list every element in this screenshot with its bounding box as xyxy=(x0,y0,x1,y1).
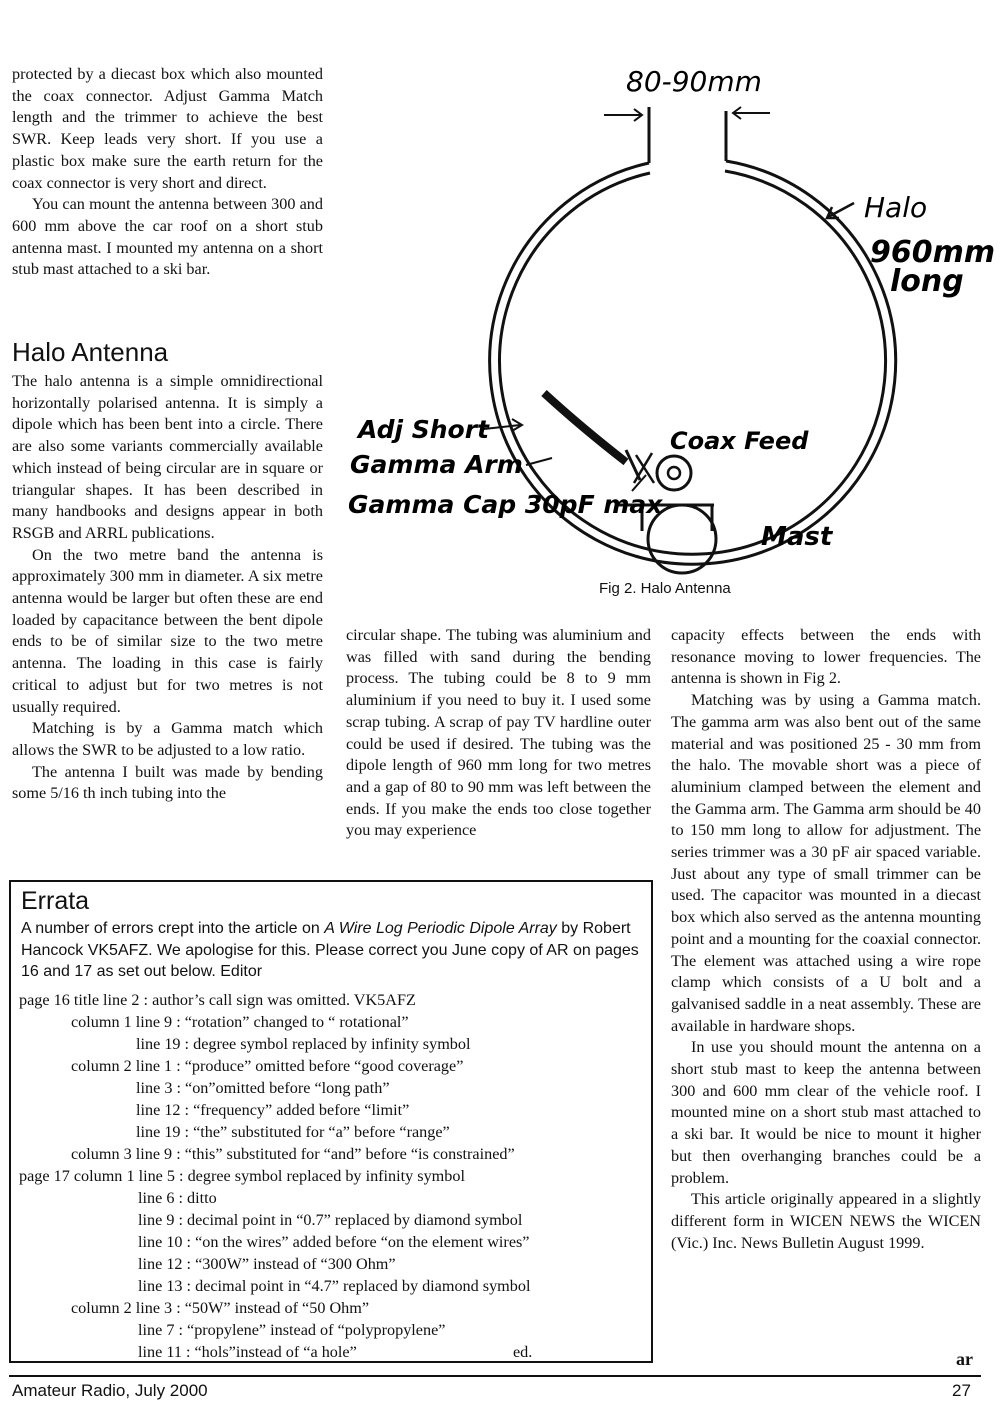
errata-intro xyxy=(21,918,641,983)
length-label-1: 960mm xyxy=(870,235,996,270)
errata-line: line 3 : “on”omitted before “long path” xyxy=(136,1079,390,1097)
errata-line: line 12 : “300W” instead of “300 Ohm” xyxy=(138,1255,396,1273)
errata-line: column 2 line 1 : “produce” omitted before “good coverage” xyxy=(71,1057,464,1075)
column-1-bottom xyxy=(12,371,323,805)
paragraph: On the two metre band the antenna is approximately 300 mm in diameter. A six metre antenna would be larger but often these are end loaded by capacitance between the bent dipole ends to be of similar size to the two metre antenna. The loading in this case is fairly critical to adjust but for two metres is not usually required. xyxy=(12,545,323,716)
paragraph: In use you should mount the antenna on a short stub mast to keep the antenna between 300 and 600 mm clear of the vehicle roof. I mounted mine on a short stub mast attached to a ski bar. It would be nice to mount it higher but then overhanging branches could be a problem. xyxy=(671,1038,981,1187)
errata-line: line 10 : “on the wires” added before “on the element wires” xyxy=(138,1233,530,1251)
paragraph: Matching is by a Gamma match which allows the SWR to be adjusted to a low ratio. xyxy=(12,719,323,759)
errata-line: column 2 line 3 : “50W” instead of “50 Ohm” xyxy=(71,1299,370,1317)
column-2 xyxy=(346,625,651,842)
errata-line: line 9 : decimal point in “0.7” replaced by diamond symbol xyxy=(138,1211,523,1229)
gap-label: 80-90mm xyxy=(626,65,762,98)
errata-signoff: ed. xyxy=(513,1343,533,1361)
paragraph: You can mount the antenna between 300 and 600 mm above the car roof on a short stub antenna mast. I mounted my antenna on a short stub mast attached to a ski bar. xyxy=(12,195,323,279)
paragraph: capacity effects between the ends with resonance moving to lower frequencies. The antenna is shown in Fig 2. xyxy=(671,626,981,688)
paragraph: Matching was by using a Gamma match. The gamma arm was also bent out of the same material and was positioned 25 - 30 mm from the halo. The movable short was a piece of aluminium clamped between the element and the Gamma arm. The Gamma arm should be 40 to 150 mm long to allow for adjustment. The series trimmer was a 30 pF air spaced variable. Just about any type of small trimmer can be used. The capacitor was mounted in a diecast box which also served as the antenna mounting point and a mounting for the coaxial connector. The element was attached using a wire rope clamp which consists of a U bolt and a galvanised saddle in a neat assembly. These are available in hardware shops. xyxy=(671,691,981,1035)
errata-article-title: A Wire Log Periodic Dipole Array xyxy=(324,920,557,937)
paragraph: protected by a diecast box which also mounted the coax connector. Adjust Gamma Match length and the trimmer to achieve the best SWR. Keep leads very short. If you use a plastic box make sure the earth return for the coax connector is very short and direct. xyxy=(12,65,323,192)
errata-line: line 19 : degree symbol replaced by infinity symbol xyxy=(136,1035,471,1053)
gamma-arm-leader xyxy=(526,458,552,465)
errata-box xyxy=(9,880,653,1363)
errata-line: line 12 : “frequency” added before “limit” xyxy=(136,1101,410,1119)
ar-end-mark: ar xyxy=(956,1349,973,1369)
errata-line: page 16 title line 2 : author’s call sign was omitted. VK5AFZ xyxy=(19,991,416,1009)
errata-line: column 1 line 9 : “rotation” changed to “ rotational” xyxy=(71,1013,409,1031)
figure-caption: Fig 2. Halo Antenna xyxy=(599,580,731,597)
adj-short-label: Adj Short xyxy=(358,415,490,444)
paragraph: The antenna I built was made by bending some 5/16 th inch tubing into the xyxy=(12,762,323,803)
errata-line: line 11 : “hols”instead of “a hole” xyxy=(138,1343,357,1361)
coax-feed-center xyxy=(668,467,680,479)
paragraph: This article originally appeared in a slightly different form in WICEN NEWS the WICEN (Vic.) Inc. News Bulletin August 1999. xyxy=(671,1190,981,1252)
section-heading: Halo Antenna xyxy=(12,337,169,367)
errata-intro-start: A number of errors crept into the article on xyxy=(21,920,325,937)
coax-feed-label: Coax Feed xyxy=(670,427,809,455)
errata-line: page 17 column 1 line 5 : degree symbol replaced by infinity symbol xyxy=(19,1167,465,1185)
mast-label: Mast xyxy=(761,522,833,552)
errata-line: line 19 : “the” substituted for “a” before “range” xyxy=(136,1123,450,1141)
gamma-arm-label: Gamma Arm xyxy=(350,450,523,479)
footer-rule xyxy=(9,1375,981,1377)
paragraph: The halo antenna is a simple omnidirectional horizontally polarised antenna. It is simply a dipole which has been bent into a circle. There are also some variants commercially available which instead of being circular are in square or triangular shapes. It has been described in many handbooks and designs appear in both RSGB and ARRL publications. xyxy=(12,372,323,542)
errata-line: column 3 line 9 : “this” substituted for “and” before “is constrained” xyxy=(71,1145,515,1163)
paragraph: circular shape. The tubing was aluminium and was filled with sand during the bending process. The tubing could be 8 to 9 mm aluminium if you need to buy it. I used some scrap tubing. A scrap of pay TV hardline outer could be used if desired. The tubing was the dipole length of 960 mm long for two metres and a gap of 80 to 90 mm was left between the ends. If you make the ends too close together you may experience xyxy=(346,626,651,840)
column-1-top xyxy=(12,64,323,281)
gamma-arm xyxy=(544,393,626,462)
footer-publication: Amateur Radio, July 2000 xyxy=(12,1381,208,1400)
errata-line: line 13 : decimal point in “4.7” replaced by diamond symbol xyxy=(138,1277,531,1295)
errata-line: line 7 : “propylene” instead of “polypropylene” xyxy=(138,1321,446,1339)
footer-page-number: 27 xyxy=(952,1381,971,1400)
coax-feed xyxy=(657,456,691,490)
length-label-2: long xyxy=(890,264,964,299)
halo-label: Halo xyxy=(864,191,928,224)
halo-antenna-figure xyxy=(336,55,1000,575)
errata-title: Errata xyxy=(21,887,90,915)
column-3 xyxy=(671,625,981,1254)
gamma-cap-label: Gamma Cap 30pF max xyxy=(348,490,663,519)
errata-line: line 6 : ditto xyxy=(138,1189,217,1207)
errata-intro-end: by Robert Hancock VK5AFZ. We apologise for this. Please correct you June copy of AR on pages 16 and 17 as set out below. Editor xyxy=(21,920,639,980)
